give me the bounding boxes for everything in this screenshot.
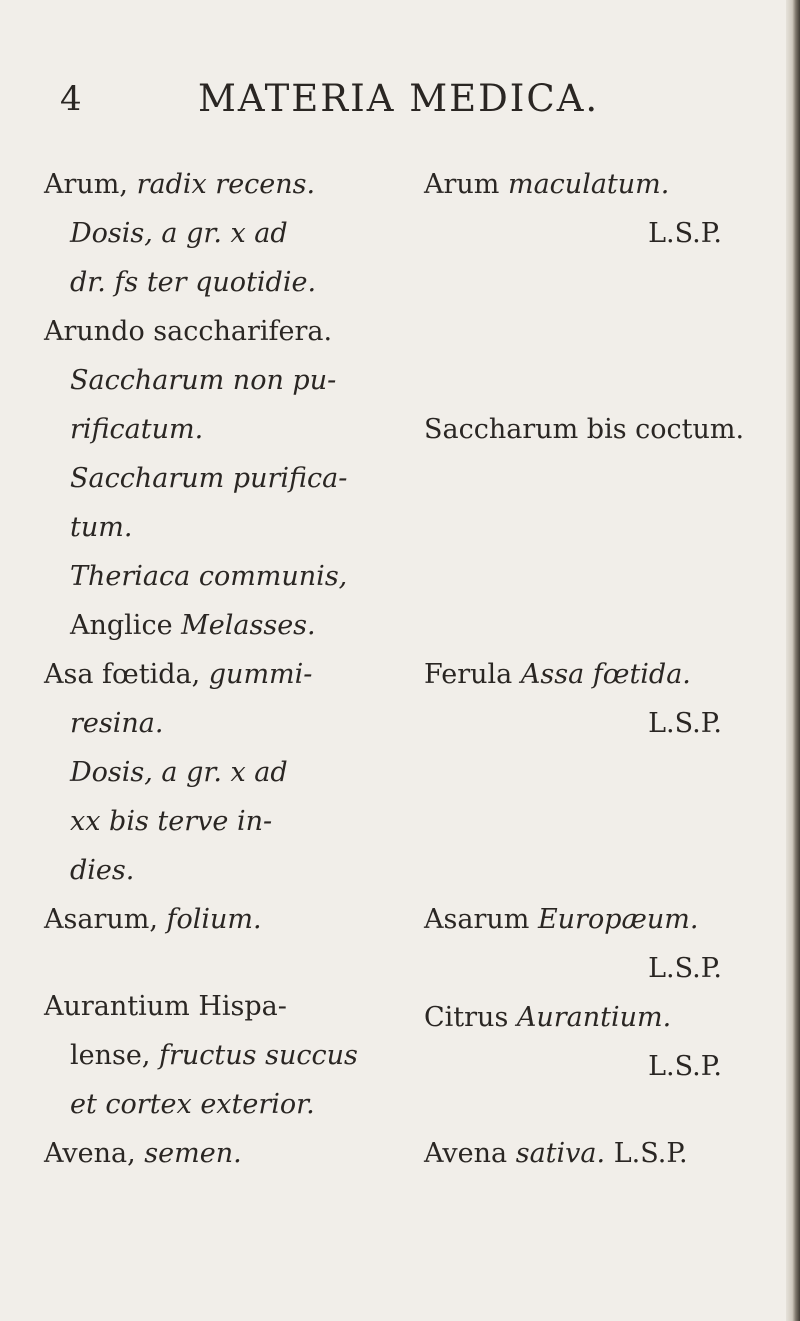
entry-line: Saccharum non pu- [70, 365, 337, 396]
left-column [44, 160, 420, 1178]
entry-line: Ferula Assa fœtida. [424, 659, 691, 690]
entry-line: Citrus Aurantium. [424, 1002, 672, 1033]
right-column [424, 160, 745, 1178]
entry-line: dies. [70, 855, 135, 886]
entry-line: L.S.P. [648, 708, 722, 739]
entry-line: rificatum. [70, 414, 204, 445]
entry-line: Arum maculatum. [424, 169, 670, 200]
page-number: 4 [60, 79, 82, 119]
entry-line: L.S.P. [648, 1051, 722, 1082]
entry-line: Avena, semen. [44, 1138, 242, 1169]
entry-line: Asarum Europæum. [424, 904, 699, 935]
entry-line: xx bis terve in- [70, 806, 273, 837]
entry-line: Anglice Melasses. [70, 610, 316, 641]
entry-line: Dosis, a gr. x ad [70, 218, 288, 249]
entry-line: Asa fœtida, gummi- [44, 659, 313, 690]
entry-line: Asarum, folium. [44, 904, 262, 935]
entry-line: et cortex exterior. [70, 1089, 315, 1120]
entry-line: Avena sativa. L.S.P. [424, 1138, 688, 1169]
entry-line: lense, fructus succus [70, 1040, 358, 1071]
page-header [60, 74, 740, 124]
entry-line: Aurantium Hispa- [44, 991, 287, 1022]
entry-line: Arundo saccharifera. [44, 316, 333, 347]
entry-line: L.S.P. [648, 218, 722, 249]
entry-line: Saccharum purifica- [70, 463, 348, 494]
entry-line: Theriaca communis, [70, 561, 348, 592]
entry-line: tum. [70, 512, 133, 543]
entry-line: L.S.P. [648, 953, 722, 984]
entry-line: dr. fs ter quotidie. [70, 267, 317, 298]
entry-line: Arum, radix recens. [44, 169, 316, 200]
entry-line: Dosis, a gr. x ad [70, 757, 288, 788]
entry-line: resina. [70, 708, 164, 739]
running-head: MATERIA MEDICA. [198, 77, 600, 120]
entry-line: Saccharum bis coctum. [424, 414, 745, 445]
page-edge-shadow [786, 0, 800, 1321]
